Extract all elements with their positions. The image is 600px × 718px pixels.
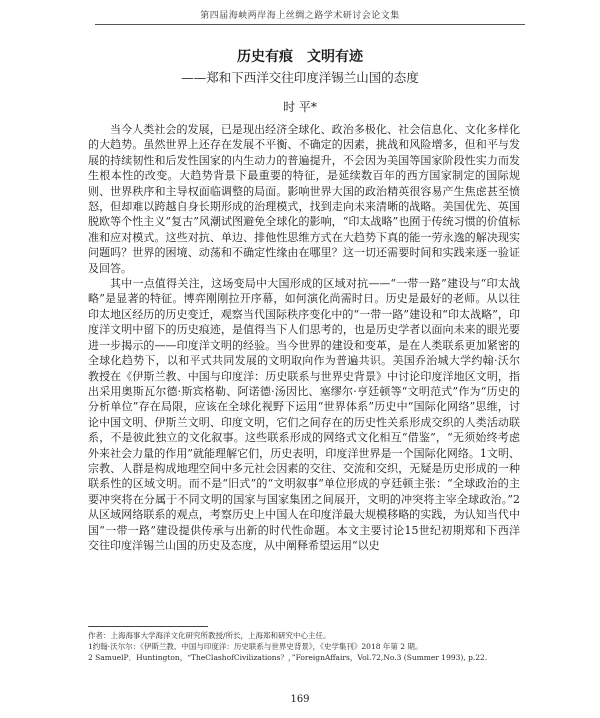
footnote-author: 作者：上海海事大学海洋文化研究所教授/所长，上海郑和研究中心主任。	[88, 631, 331, 640]
paragraph-1: 当今人类社会的发展，已是现出经济全球化、政治多极化、社会信息化、文化多样化的大趋势。虽然世界上还存在发展不平衡、不确定的因素，挑战和风险增多，但和平与发展的持续韧性和后发性国家的内生动力的普遍提升，不会因为美国等国家阶段性实力而发生根本性的改变。大趋势背景下最重要的特征，是延续数百年的西方国家制定的国际规则、世界秩序和主导权面临调整的局面。影响世界大国的政治精英很容易产生焦虑甚至愤怒，但却难以跨越自身长期形成的治理模式，找到走向未来清晰的战略。美国优先、英国脱欧等个性主义“复古”风潮试图避免全球化的影响，“印太战略”也囿于传统习惯的价值标准和应对模式。这些对抗、单边、排他性思维方式在大趋势下真的能一劳永逸的解决现实问题吗？世界的困境、动荡和不确定性缘由在哪里？这一切还需要时间和实践来逐一验证及回答。	[88, 123, 520, 275]
footnote-1: 1约翰·沃尔尔：《伊斯兰教、中国与印度洋：历史联系与世界史背景》，《史学集刊》2018 年第 2 期。	[88, 642, 423, 651]
article-author: 时 平*	[283, 100, 317, 114]
header-rule	[95, 24, 525, 25]
footnotes	[88, 630, 528, 663]
article-title: 历史有痕 文明有迹	[237, 49, 363, 65]
article-body	[88, 122, 520, 553]
running-head: 第四届海峡两岸海上丝绸之路学术研讨会论文集	[200, 11, 400, 21]
page-number: 169	[290, 694, 310, 705]
paragraph-2: 其中一点值得关注，这场变局中大国形成的区域对抗——“一带一路”建设与“印太战略”是显著的特征。博弈刚刚拉开序幕，如何演化尚需时日。历史是最好的老师。从以往印太地区经历的历史变迁，观察当代国际秩序变化中的“一带一路”建设和“印太战略”，印度洋文明中留下的历史痕迹，是值得当下人们思考的，也是历史学者以面向未来的眼光要进一步揭示的——印度洋文明的经验。当今世界的建设和变革，是在人类联系更加紧密的全球化趋势下，以和平式共同发展的文明取向作为普遍共识。美国乔治城大学约翰·沃尔教授在《伊斯兰教、中国与印度洋：历史联系与世界史背景》中讨论印度洋地区文明，指出采用奥斯瓦尔德·斯宾格勒、阿诺德·汤因比、塞缪尔·亨廷顿等“文明范式”作为“历史的分析单位”存在局限，应该在全球化视野下运用“世界体系”历史中“国际化网络”思维，讨论中国文明、伊斯兰文明、印度文明，它们之间存在的历史性关系形成交织的人类活动联系，不是彼此独立的文化叙事。这些联系形成的网络式文化相互“借鉴”，“无须始终考虑外来社会力量的作用”就能理解它们，历史表明，印度洋世界是一个国际化网络。1文明、宗教、人群是构成地理空间中多元社会因素的交往、交流和交织，无疑是历史形成的一种联系性的区域文明。而不是“旧式”的“文明叙事”单位形成的亨廷顿主张：“全球政治的主要冲突将在分属于不同文明的国家与国家集团之间展开，文明的冲突将主宰全球政治。”2从区域网络联系的观点，考察历史上中国人在印度洋最大规模移略的实践，为认知当代中国“一带一路”建设提供传承与出新的时代性命题。本文主要讨论15世纪初期郑和下西洋交往印度洋锡兰山国的历史及态度，从中阐释希望运用“以史	[88, 277, 520, 552]
footnote-2: 2 SamuelP．Huntington，“TheClashofCivilizations？，”ForeignAffairs，Vol.72,No.3 (Summer 1993), p.22.	[88, 653, 488, 662]
article-subtitle: ——郑和下西洋交往印度洋锡兰山国的态度	[181, 70, 419, 85]
footnote-rule	[88, 626, 208, 627]
